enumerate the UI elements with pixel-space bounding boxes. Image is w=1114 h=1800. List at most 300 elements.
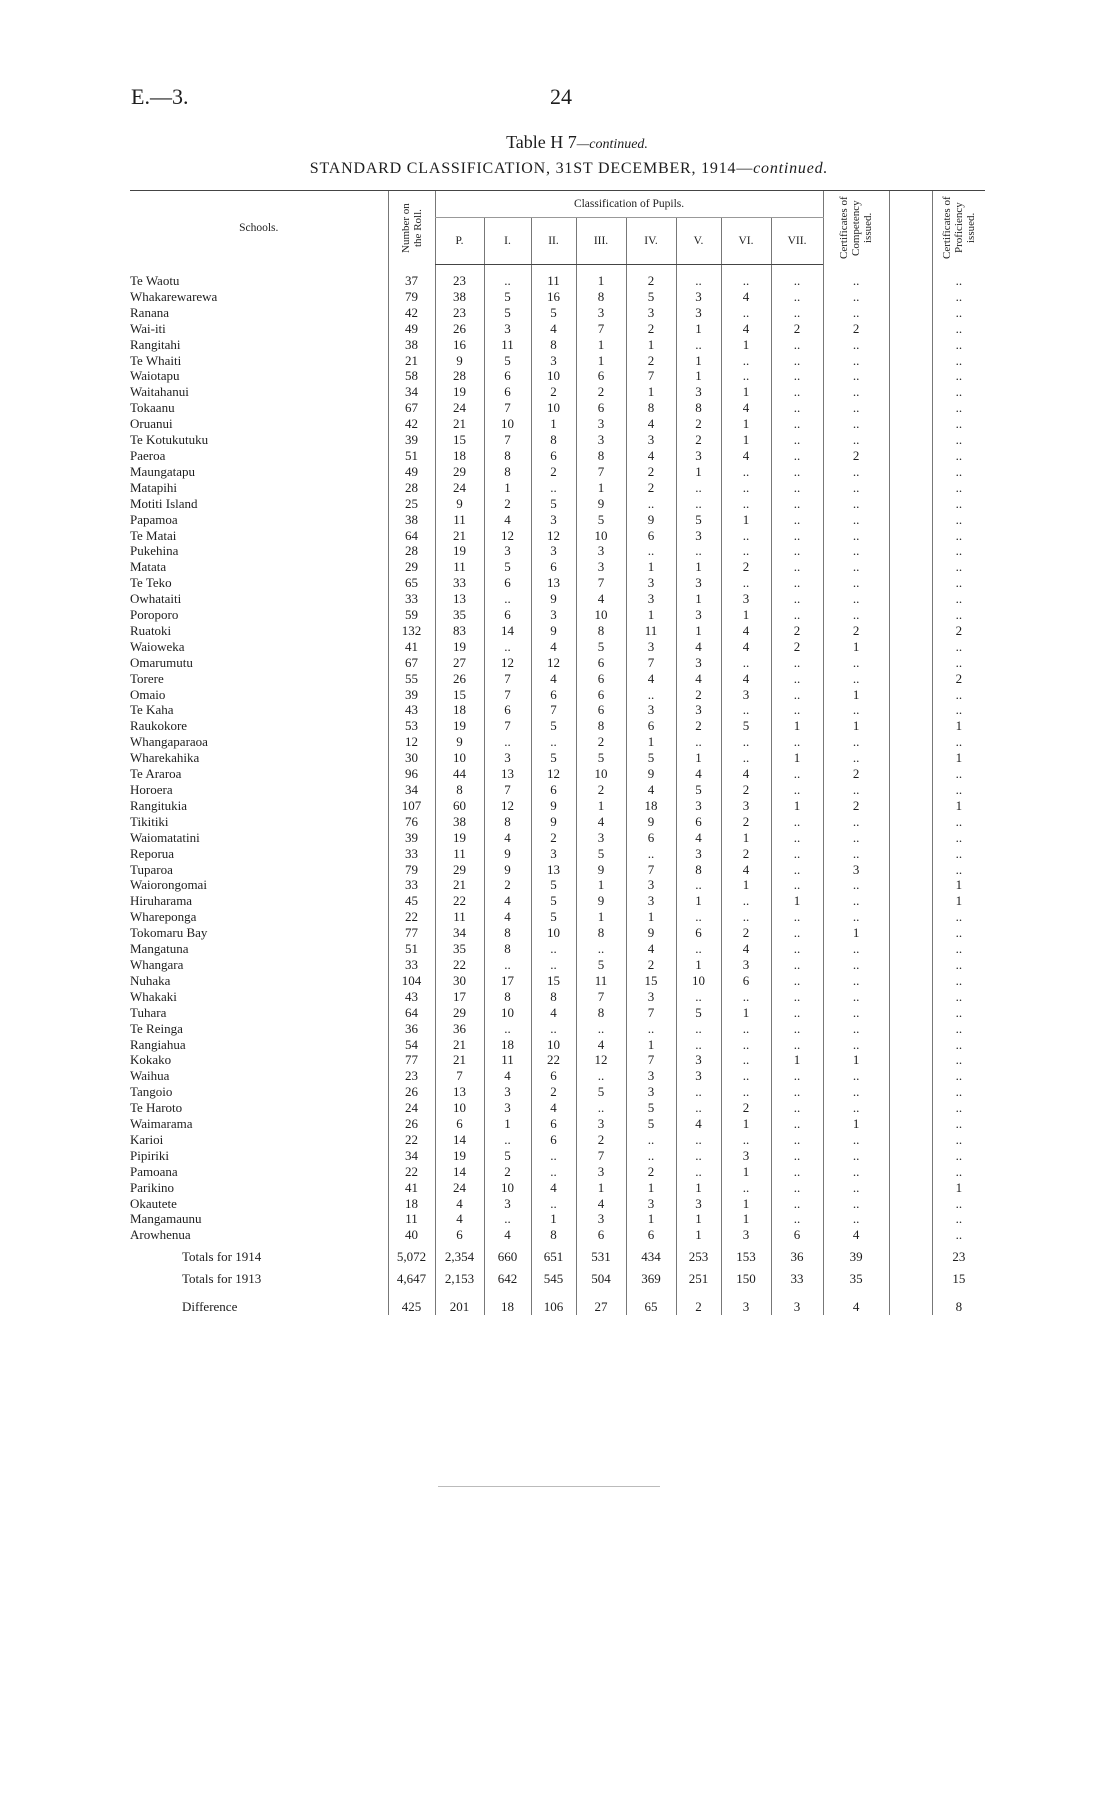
cell-i: 8 <box>484 814 531 830</box>
cell-v: .. <box>676 1037 721 1053</box>
cell-ii: 2 <box>531 464 576 480</box>
cell-vii: .. <box>771 1100 823 1116</box>
cell-p: 29 <box>435 862 484 878</box>
cell-ii: 9 <box>531 814 576 830</box>
blank-cell <box>889 798 932 814</box>
cell-i: 3 <box>484 543 531 559</box>
cell-vii: .. <box>771 925 823 941</box>
cell-vii: .. <box>771 480 823 496</box>
cell-i: 3 <box>484 1084 531 1100</box>
cell-roll: 34 <box>388 782 435 798</box>
cell-vi: 2 <box>721 925 771 941</box>
cell-iv: 6 <box>626 528 676 544</box>
cell-prof: .. <box>932 862 985 878</box>
cell-iv: 1 <box>626 607 676 623</box>
cell-iii: 3 <box>576 432 626 448</box>
cell-vii: 1 <box>771 798 823 814</box>
school-name: Nuhaka <box>130 972 171 988</box>
cell-iv: 2 <box>626 480 676 496</box>
cell-prof: .. <box>932 1021 985 1037</box>
cell-iii: 1 <box>576 1180 626 1196</box>
cell-iii: 9 <box>576 893 626 909</box>
cell-comp: .. <box>823 941 889 957</box>
table-row <box>130 877 985 893</box>
blank-cell <box>889 957 932 973</box>
blank-cell <box>889 1037 932 1053</box>
cell-iv: 3 <box>626 1084 676 1100</box>
cell-comp: .. <box>823 1084 889 1100</box>
cell-ii: 3 <box>531 846 576 862</box>
school-name: Tokaanu <box>130 400 175 416</box>
cell-v: 3 <box>676 528 721 544</box>
cell-p: 36 <box>435 1021 484 1037</box>
cell-p: 19 <box>435 1148 484 1164</box>
cell-vii: .. <box>771 432 823 448</box>
cell-p: 24 <box>435 1180 484 1196</box>
cell-p: 19 <box>435 830 484 846</box>
cell-i: 7 <box>484 782 531 798</box>
blank-cell <box>889 384 932 400</box>
total-iv: 369 <box>626 1265 676 1287</box>
cell-ii: 13 <box>531 575 576 591</box>
cell-vi: 2 <box>721 782 771 798</box>
table-row <box>130 1132 985 1148</box>
cell-vii: .. <box>771 1132 823 1148</box>
blank-cell <box>889 862 932 878</box>
cell-ii: 3 <box>531 607 576 623</box>
cell-vii: .. <box>771 1037 823 1053</box>
cell-v: 3 <box>676 846 721 862</box>
cell-vi: 1 <box>721 432 771 448</box>
school-name: Waitahanui <box>130 384 189 400</box>
cell-roll: 55 <box>388 671 435 687</box>
cell-vii: .. <box>771 1116 823 1132</box>
cell-iii: 2 <box>576 734 626 750</box>
cell-v: 8 <box>676 862 721 878</box>
cell-i: 7 <box>484 432 531 448</box>
cell-i: 7 <box>484 671 531 687</box>
cell-comp: 1 <box>823 925 889 941</box>
school-name: Horoera <box>130 782 173 797</box>
cell-prof: .. <box>932 432 985 448</box>
cell-i: 5 <box>484 305 531 321</box>
cell-i: 3 <box>484 750 531 766</box>
school-name: Arowhenua <box>130 1227 191 1243</box>
cell-v: 3 <box>676 575 721 591</box>
cell-vi: 1 <box>721 1164 771 1180</box>
cell-v: .. <box>676 989 721 1005</box>
blank-cell <box>889 925 932 941</box>
total-v: 2 <box>676 1287 721 1315</box>
cell-v: .. <box>676 1021 721 1037</box>
table-row <box>130 1068 985 1084</box>
school-name: Omaio <box>130 686 166 702</box>
blank-cell <box>889 448 932 464</box>
blank-cell <box>889 1211 932 1227</box>
cell-p: 22 <box>435 957 484 973</box>
cell-comp: .. <box>823 1164 889 1180</box>
school-name: Rangitukia <box>130 797 188 813</box>
cell-v: 5 <box>676 1005 721 1021</box>
table-row <box>130 1052 985 1068</box>
table-row <box>130 607 985 623</box>
cell-iv: 1 <box>626 1180 676 1196</box>
cell-comp: .. <box>823 480 889 496</box>
cell-p: 16 <box>435 337 484 353</box>
cell-v: .. <box>676 734 721 750</box>
school-name: Waiorongomai <box>130 877 207 893</box>
cell-roll: 22 <box>388 1164 435 1180</box>
cell-p: 9 <box>435 734 484 750</box>
cell-vi: .. <box>721 496 771 512</box>
cell-comp: .. <box>823 973 889 989</box>
cell-iv: 6 <box>626 718 676 734</box>
cell-comp: .. <box>823 989 889 1005</box>
total-vi: 150 <box>721 1265 771 1287</box>
cell-ii: 5 <box>531 893 576 909</box>
cell-comp: 2 <box>823 766 889 782</box>
cell-i: .. <box>484 734 531 750</box>
cell-vi: 3 <box>721 687 771 703</box>
cell-vii: .. <box>771 400 823 416</box>
cell-ii: 6 <box>531 448 576 464</box>
cell-comp: .. <box>823 265 889 289</box>
cell-ii: 11 <box>531 265 576 289</box>
totals-rows <box>130 1243 985 1315</box>
table-row <box>130 702 985 718</box>
cell-iv: 1 <box>626 384 676 400</box>
cell-roll: 37 <box>388 265 435 289</box>
cell-v: .. <box>676 337 721 353</box>
blank-cell <box>889 941 932 957</box>
cell-prof: 1 <box>932 1180 985 1196</box>
table-subtitle-continued: continued. <box>753 160 829 177</box>
cell-p: 15 <box>435 432 484 448</box>
cell-v: .. <box>676 1164 721 1180</box>
cell-vii: .. <box>771 766 823 782</box>
school-name: Ranana <box>130 304 169 320</box>
school-name: Te Teko <box>130 575 172 591</box>
page-id: E.—3. <box>131 84 189 109</box>
cell-roll: 41 <box>388 639 435 655</box>
cell-p: 60 <box>435 798 484 814</box>
totals-1913-row <box>130 1265 985 1287</box>
class-header-iii: III. <box>576 218 626 265</box>
cell-vii: .. <box>771 1164 823 1180</box>
total-comp: 4 <box>823 1287 889 1315</box>
cell-vi: 4 <box>721 639 771 655</box>
total-comp: 39 <box>823 1243 889 1265</box>
blank-header <box>889 191 932 265</box>
blank-cell <box>889 559 932 575</box>
cell-iv: 8 <box>626 400 676 416</box>
cell-vii: .. <box>771 687 823 703</box>
cell-comp: .. <box>823 496 889 512</box>
cell-comp: .. <box>823 416 889 432</box>
cell-iv: 3 <box>626 989 676 1005</box>
table-row <box>130 480 985 496</box>
cell-p: 23 <box>435 305 484 321</box>
cell-prof: .. <box>932 830 985 846</box>
cell-vi: 1 <box>721 337 771 353</box>
cell-comp: 2 <box>823 798 889 814</box>
school-name: Owhataiti <box>130 591 182 607</box>
cell-vii: .. <box>771 305 823 321</box>
cell-iii: 10 <box>576 528 626 544</box>
cell-i: 4 <box>484 1068 531 1084</box>
cell-i: .. <box>484 1132 531 1148</box>
cell-ii: 5 <box>531 305 576 321</box>
cell-comp: 2 <box>823 623 889 639</box>
cell-ii: 4 <box>531 639 576 655</box>
cell-prof: .. <box>932 1164 985 1180</box>
cell-ii: 9 <box>531 591 576 607</box>
cell-v: 1 <box>676 1180 721 1196</box>
cell-comp: .. <box>823 1180 889 1196</box>
cell-p: 26 <box>435 321 484 337</box>
table-row <box>130 830 985 846</box>
cell-iv: 7 <box>626 862 676 878</box>
cell-vi: .. <box>721 750 771 766</box>
cell-iv: 4 <box>626 941 676 957</box>
cell-roll: 22 <box>388 909 435 925</box>
cell-iv: 3 <box>626 877 676 893</box>
table-row <box>130 846 985 862</box>
cell-v: .. <box>676 909 721 925</box>
cell-v: 3 <box>676 384 721 400</box>
cell-p: 21 <box>435 877 484 893</box>
blank-cell <box>889 671 932 687</box>
cell-iii: .. <box>576 941 626 957</box>
cell-roll: 39 <box>388 432 435 448</box>
blank-cell <box>889 265 932 289</box>
cell-v: 1 <box>676 464 721 480</box>
school-name: Torere <box>130 670 164 686</box>
total-iii: 531 <box>576 1243 626 1265</box>
cell-roll: 33 <box>388 591 435 607</box>
cell-ii: 2 <box>531 1084 576 1100</box>
cell-comp: .. <box>823 1005 889 1021</box>
school-name: Okautete <box>130 1195 177 1211</box>
cell-iv: 2 <box>626 957 676 973</box>
cell-vi: .. <box>721 734 771 750</box>
school-name: Whangaparaoa <box>130 734 208 750</box>
cell-vi: 4 <box>721 623 771 639</box>
cell-prof: 1 <box>932 877 985 893</box>
cell-iv: 1 <box>626 337 676 353</box>
cell-vii: .. <box>771 734 823 750</box>
bottom-rule <box>438 1486 660 1487</box>
cell-iii: 6 <box>576 687 626 703</box>
cell-p: 10 <box>435 1100 484 1116</box>
cell-iv: 1 <box>626 559 676 575</box>
cell-vii: .. <box>771 1211 823 1227</box>
cell-vii: 2 <box>771 623 823 639</box>
cell-iii: 3 <box>576 1116 626 1132</box>
blank-cell <box>889 575 932 591</box>
cell-prof: .. <box>932 1227 985 1243</box>
cell-iii: 1 <box>576 480 626 496</box>
cell-vi: 2 <box>721 1100 771 1116</box>
cell-ii: 8 <box>531 337 576 353</box>
cell-iii: 3 <box>576 1164 626 1180</box>
cell-vi: 6 <box>721 973 771 989</box>
cell-ii: 8 <box>531 1227 576 1243</box>
cell-prof: .. <box>932 909 985 925</box>
cell-iii: 5 <box>576 957 626 973</box>
cell-v: 5 <box>676 782 721 798</box>
cell-comp: .. <box>823 1132 889 1148</box>
cell-ii: 8 <box>531 432 576 448</box>
cell-ii: .. <box>531 1021 576 1037</box>
cell-iii: 4 <box>576 591 626 607</box>
cell-p: 10 <box>435 750 484 766</box>
cell-prof: .. <box>932 384 985 400</box>
cell-comp: 1 <box>823 718 889 734</box>
table-row <box>130 1211 985 1227</box>
cell-p: 26 <box>435 671 484 687</box>
cell-vii: .. <box>771 830 823 846</box>
school-name: Tuhara <box>130 1004 167 1020</box>
school-name: Wharekahika <box>130 750 200 766</box>
blank-cell <box>889 1132 932 1148</box>
total-comp: 35 <box>823 1265 889 1287</box>
table-row <box>130 734 985 750</box>
cell-i: 8 <box>484 464 531 480</box>
cell-roll: 51 <box>388 941 435 957</box>
cell-iii: 1 <box>576 337 626 353</box>
cell-ii: 12 <box>531 528 576 544</box>
blank-cell <box>889 1005 932 1021</box>
school-name: Reporua <box>130 845 175 861</box>
blank-cell <box>889 337 932 353</box>
cell-ii: 2 <box>531 384 576 400</box>
cell-v: 6 <box>676 925 721 941</box>
cell-iii: 7 <box>576 321 626 337</box>
cell-iv: 3 <box>626 305 676 321</box>
blank-cell <box>889 766 932 782</box>
table-row <box>130 1164 985 1180</box>
blank-cell <box>889 305 932 321</box>
total-vii: 3 <box>771 1287 823 1315</box>
school-name: Tuparoa <box>130 861 173 877</box>
cell-v: 6 <box>676 814 721 830</box>
cell-comp: .. <box>823 464 889 480</box>
cell-p: 27 <box>435 655 484 671</box>
table-row <box>130 655 985 671</box>
cell-vii: .. <box>771 1148 823 1164</box>
total-vi: 3 <box>721 1287 771 1315</box>
cell-vii: .. <box>771 846 823 862</box>
cell-p: 35 <box>435 941 484 957</box>
cell-prof: .. <box>932 464 985 480</box>
cell-roll: 49 <box>388 321 435 337</box>
cell-ii: 15 <box>531 973 576 989</box>
cell-iv: 5 <box>626 289 676 305</box>
cell-roll: 23 <box>388 1068 435 1084</box>
cell-prof: .. <box>932 265 985 289</box>
cell-iv: 4 <box>626 416 676 432</box>
cell-v: 1 <box>676 623 721 639</box>
cell-vi: .. <box>721 1132 771 1148</box>
cell-p: 24 <box>435 480 484 496</box>
cell-i: 4 <box>484 1227 531 1243</box>
cell-vi: 1 <box>721 512 771 528</box>
cell-vii: .. <box>771 782 823 798</box>
cell-ii: 10 <box>531 1037 576 1053</box>
cell-roll: 104 <box>388 973 435 989</box>
cell-iii: 10 <box>576 766 626 782</box>
school-name: Waiotapu <box>130 368 180 384</box>
cell-p: 11 <box>435 909 484 925</box>
cell-i: 7 <box>484 400 531 416</box>
table-row <box>130 814 985 830</box>
cell-comp: .. <box>823 289 889 305</box>
cell-vi: 2 <box>721 814 771 830</box>
school-name: Whakaki <box>130 988 177 1004</box>
cell-i: .. <box>484 1211 531 1227</box>
cell-p: 28 <box>435 368 484 384</box>
table-row <box>130 353 985 369</box>
cell-iii: 8 <box>576 623 626 639</box>
cell-iii: 4 <box>576 1196 626 1212</box>
cell-i: 9 <box>484 862 531 878</box>
cell-vi: 1 <box>721 384 771 400</box>
cell-ii: .. <box>531 941 576 957</box>
cell-iii: 8 <box>576 718 626 734</box>
cell-roll: 132 <box>388 623 435 639</box>
cell-vii: .. <box>771 353 823 369</box>
total-p: 2,354 <box>435 1243 484 1265</box>
cell-v: 3 <box>676 607 721 623</box>
cell-ii: .. <box>531 1196 576 1212</box>
blank-cell <box>889 1084 932 1100</box>
cell-i: 17 <box>484 973 531 989</box>
cell-v: 1 <box>676 321 721 337</box>
blank-cell <box>889 655 932 671</box>
cell-roll: 26 <box>388 1084 435 1100</box>
cell-vii: .. <box>771 702 823 718</box>
cell-iii: 5 <box>576 639 626 655</box>
cell-v: 3 <box>676 702 721 718</box>
cell-ii: 6 <box>531 782 576 798</box>
cell-iv: 7 <box>626 655 676 671</box>
cell-v: 3 <box>676 305 721 321</box>
cell-v: 1 <box>676 368 721 384</box>
total-v: 253 <box>676 1243 721 1265</box>
cell-vi: 3 <box>721 1148 771 1164</box>
cell-roll: 22 <box>388 1132 435 1148</box>
cell-prof: 2 <box>932 623 985 639</box>
cell-iv: 1 <box>626 734 676 750</box>
cell-i: 4 <box>484 830 531 846</box>
cell-roll: 59 <box>388 607 435 623</box>
cell-vii: .. <box>771 464 823 480</box>
cell-i: 6 <box>484 702 531 718</box>
blank-cell <box>889 909 932 925</box>
cell-prof: .. <box>932 1211 985 1227</box>
totals-1914-row <box>130 1243 985 1265</box>
cell-comp: .. <box>823 1068 889 1084</box>
total-iv: 65 <box>626 1287 676 1315</box>
school-name: Pukehina <box>130 543 179 559</box>
cell-vi: 3 <box>721 798 771 814</box>
cell-comp: .. <box>823 528 889 544</box>
cell-vi: 5 <box>721 718 771 734</box>
cell-prof: .. <box>932 941 985 957</box>
cell-comp: .. <box>823 305 889 321</box>
cell-comp: .. <box>823 1148 889 1164</box>
